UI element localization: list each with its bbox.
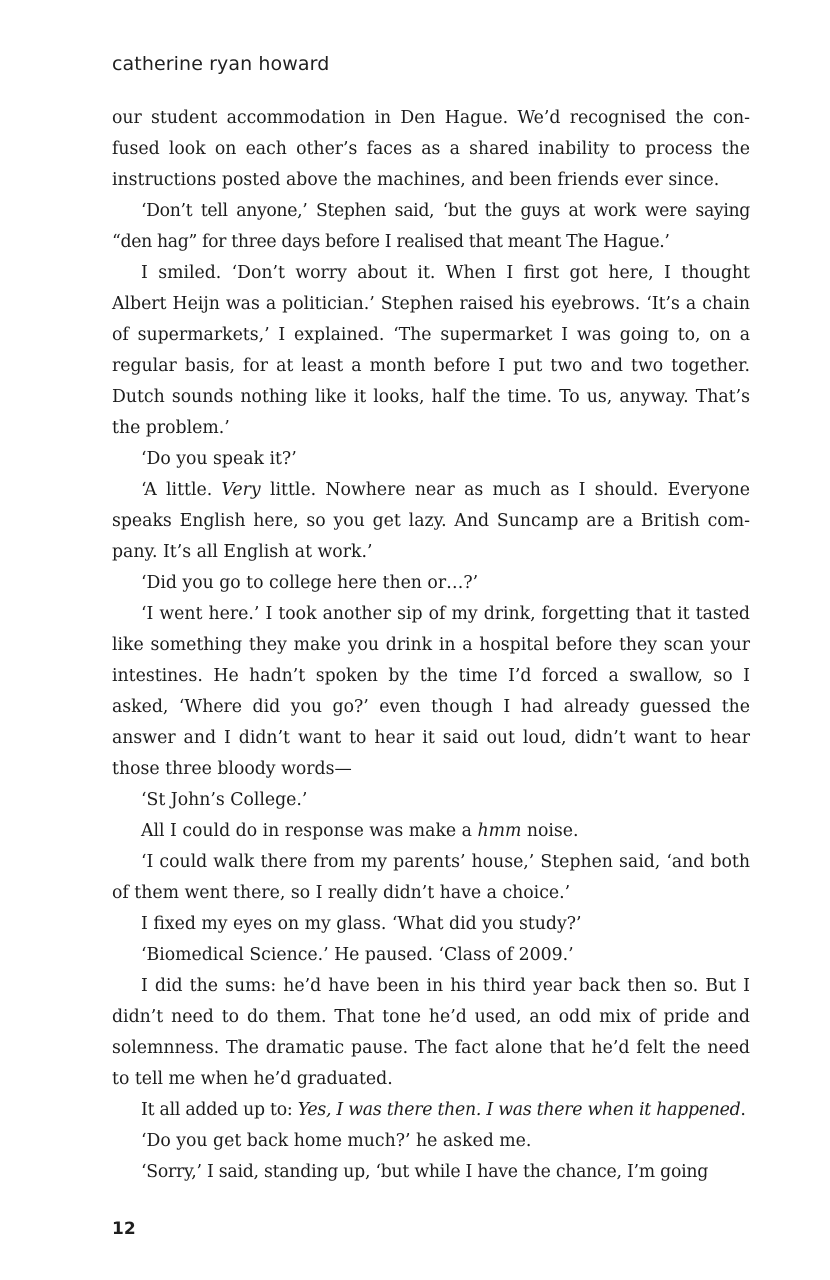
body-text <box>112 103 750 1188</box>
italic-text-run: Yes, I was there then. I was there when it happened <box>297 1100 741 1120</box>
text-run: little. Nowhere near as much as I should. Everyone speaks English here, so you get lazy. And Suncamp are a British company. It’s all English at work.’ <box>112 480 751 562</box>
text-run: ‘Do you speak it?’ <box>141 449 297 469</box>
paragraph <box>112 816 750 847</box>
text-run: I fixed my eyes on my glass. ‘What did you study?’ <box>141 914 582 934</box>
text-run: ‘Don’t tell anyone,’ Stephen said, ‘but the guys at work were saying “den hag” for three days before I realised that meant The Hague.’ <box>112 201 750 252</box>
paragraph <box>112 103 750 196</box>
page-number: 12 <box>112 1219 136 1239</box>
text-run: ‘A little. <box>141 480 222 500</box>
text-run: ‘I could walk there from my parents’ house,’ Stephen said, ‘and both of them went there, so I really didn’t have a choice.’ <box>112 852 750 903</box>
text-run: It all added up to: <box>141 1100 298 1120</box>
paragraph <box>112 1157 750 1188</box>
italic-text-run: Very <box>221 480 261 500</box>
paragraph <box>112 1095 750 1126</box>
text-run: . <box>740 1100 746 1120</box>
paragraph <box>112 940 750 971</box>
paragraph <box>112 971 750 1095</box>
text-run: I did the sums: he’d have been in his third year back then so. But I didn’t need to do them. That tone he’d used, an odd mix of pride and solemnness. The dramatic pause. The fact alone that he’d felt the need to tell me when he’d graduated. <box>112 976 750 1089</box>
paragraph <box>112 785 750 816</box>
paragraph <box>112 258 750 444</box>
running-head: catherine ryan howard <box>112 53 330 75</box>
text-run: ‘I went here.’ I took another sip of my drink, forgetting that it tasted like something they make you drink in a hospital before they scan your intestines. He hadn’t spoken by the time I’d forced a swallow, so I asked, ‘Where did you go?’ even though I had already guessed the answer and I didn’t want to hear it said out loud, didn’t want to hear those three bloody words— <box>112 604 750 779</box>
text-run: noise. <box>521 821 579 841</box>
paragraph <box>112 599 750 785</box>
paragraph <box>112 1126 750 1157</box>
text-run: ‘Do you get back home much?’ he asked me. <box>141 1131 532 1151</box>
paragraph <box>112 196 750 258</box>
paragraph <box>112 475 750 568</box>
italic-text-run: hmm <box>477 821 522 841</box>
text-run: ‘Did you go to college here then or…?’ <box>141 573 479 593</box>
text-run: our student accommodation in Den Hague. We’d recognised the confused look on each other’s faces as a shared inability to process the instructions posted above the machines, and been friends ever since. <box>112 108 750 190</box>
text-run: ‘St John’s College.’ <box>141 790 308 810</box>
text-run: I smiled. ‘Don’t worry about it. When I first got here, I thought Albert Heijn was a politician.’ Stephen raised his eyebrows. ‘It’s a chain of supermarkets,’ I explained. ‘The supermarket I was going to, on a regular basis, for at least a month before I put two and two together. Dutch sounds nothing like it looks, half the time. To us, anyway. That’s the problem.’ <box>112 263 750 438</box>
text-run: ‘Biomedical Science.’ He paused. ‘Class of 2009.’ <box>141 945 574 965</box>
text-run: ‘Sorry,’ I said, standing up, ‘but while I have the chance, I’m going <box>141 1162 709 1182</box>
paragraph <box>112 847 750 909</box>
paragraph <box>112 444 750 475</box>
text-run: All I could do in response was make a <box>141 821 478 841</box>
paragraph <box>112 909 750 940</box>
paragraph <box>112 568 750 599</box>
